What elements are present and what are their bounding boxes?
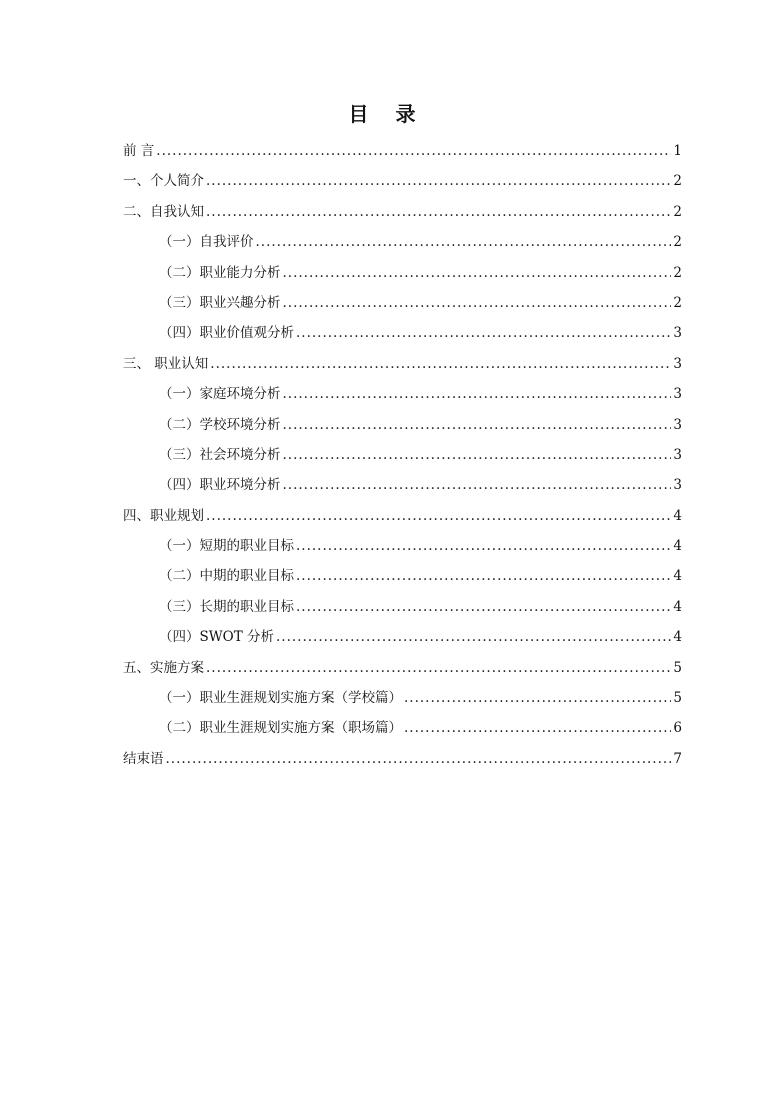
toc-dot-leader xyxy=(156,136,671,166)
toc-entry[interactable] xyxy=(123,683,682,713)
toc-dot-leader xyxy=(296,318,671,348)
toc-entry[interactable] xyxy=(123,258,682,288)
toc-entry[interactable] xyxy=(123,288,682,318)
toc-entry-label: （二）中期的职业目标 xyxy=(159,568,294,585)
toc-entry-label: （四）职业环境分析 xyxy=(159,477,281,494)
toc-entry[interactable] xyxy=(123,136,682,166)
toc-entry-page-number: 2 xyxy=(673,294,682,311)
toc-entry-label: （三）社会环境分析 xyxy=(159,446,281,463)
toc-entry-page-number: 3 xyxy=(673,386,682,403)
toc-entry[interactable] xyxy=(123,653,682,683)
toc-entry-page-number: 4 xyxy=(673,538,682,555)
toc-entry-page-number: 4 xyxy=(673,598,682,615)
toc-entry[interactable] xyxy=(123,166,682,196)
toc-dot-leader xyxy=(296,531,671,561)
toc-entry-page-number: 3 xyxy=(673,416,682,433)
toc-entry-page-number: 3 xyxy=(673,446,682,463)
toc-dot-leader xyxy=(404,683,671,713)
toc-entry-label: （二）职业生涯规划实施方案（职场篇） xyxy=(159,720,402,737)
toc-entry-label: （一）职业生涯规划实施方案（学校篇） xyxy=(159,690,402,707)
toc-entry-label: （二）职业能力分析 xyxy=(159,264,281,281)
toc-dot-leader xyxy=(283,440,672,470)
toc-entry-label: （四）职业价值观分析 xyxy=(159,325,294,342)
toc-entry[interactable] xyxy=(123,197,682,227)
toc-entry-label: 四、职业规划 xyxy=(123,507,204,524)
toc-entry-page-number: 4 xyxy=(673,629,682,646)
toc-dot-leader xyxy=(296,592,671,622)
table-of-contents xyxy=(123,136,682,774)
toc-entry-page-number: 2 xyxy=(673,173,682,190)
toc-dot-leader xyxy=(256,227,672,257)
toc-dot-leader xyxy=(296,561,671,591)
toc-entry[interactable] xyxy=(123,440,682,470)
toc-entry-page-number: 4 xyxy=(673,568,682,585)
toc-entry-label: （三）长期的职业目标 xyxy=(159,598,294,615)
toc-entry[interactable] xyxy=(123,501,682,531)
toc-dot-leader xyxy=(206,197,671,227)
toc-entry[interactable] xyxy=(123,227,682,257)
toc-entry-page-number: 3 xyxy=(673,477,682,494)
toc-entry[interactable] xyxy=(123,713,682,743)
toc-entry[interactable] xyxy=(123,744,682,774)
toc-dot-leader xyxy=(206,501,671,531)
toc-dot-leader xyxy=(276,622,671,652)
toc-entry-label: （一）短期的职业目标 xyxy=(159,538,294,555)
toc-dot-leader xyxy=(283,379,672,409)
toc-entry[interactable] xyxy=(123,592,682,622)
toc-entry-label: 五、实施方案 xyxy=(123,659,204,676)
toc-entry-page-number: 4 xyxy=(673,507,682,524)
toc-entry-label: 二、自我认知 xyxy=(123,203,204,220)
toc-entry[interactable] xyxy=(123,470,682,500)
toc-entry-label: （三）职业兴趣分析 xyxy=(159,294,281,311)
toc-title: 目 录 xyxy=(348,102,426,126)
toc-entry-page-number: 5 xyxy=(673,659,682,676)
toc-entry-label: （一）家庭环境分析 xyxy=(159,386,281,403)
toc-entry-page-number: 6 xyxy=(673,720,682,737)
toc-dot-leader xyxy=(283,288,672,318)
toc-entry[interactable] xyxy=(123,622,682,652)
toc-entry-page-number: 5 xyxy=(673,690,682,707)
toc-entry-label: 前 言 xyxy=(123,143,155,159)
toc-entry[interactable] xyxy=(123,410,682,440)
toc-entry[interactable] xyxy=(123,379,682,409)
toc-entry-label: （一）自我评价 xyxy=(159,234,254,251)
toc-dot-leader xyxy=(404,713,671,743)
toc-dot-leader xyxy=(210,349,671,379)
toc-dot-leader xyxy=(283,470,672,500)
toc-dot-leader xyxy=(283,410,672,440)
toc-entry[interactable] xyxy=(123,318,682,348)
toc-entry-page-number: 2 xyxy=(673,203,682,220)
toc-entry-label: 一、个人简介 xyxy=(123,173,204,190)
toc-dot-leader xyxy=(283,258,672,288)
toc-entry-page-number: 2 xyxy=(673,264,682,281)
toc-entry-page-number: 7 xyxy=(673,750,682,767)
toc-entry[interactable] xyxy=(123,531,682,561)
toc-dot-leader xyxy=(166,744,672,774)
toc-entry[interactable] xyxy=(123,349,682,379)
toc-entry-page-number: 1 xyxy=(673,143,682,159)
toc-entry-label: 结束语 xyxy=(123,750,164,767)
toc-entry-label: 三、 职业认知 xyxy=(123,355,209,372)
toc-dot-leader xyxy=(206,166,671,196)
toc-entry-page-number: 2 xyxy=(673,234,682,251)
toc-dot-leader xyxy=(206,653,671,683)
toc-entry-page-number: 3 xyxy=(673,325,682,342)
toc-entry[interactable] xyxy=(123,561,682,591)
toc-entry-label: （四）SWOT 分析 xyxy=(159,629,274,646)
toc-entry-label: （二）学校环境分析 xyxy=(159,416,281,433)
toc-entry-page-number: 3 xyxy=(673,355,682,372)
